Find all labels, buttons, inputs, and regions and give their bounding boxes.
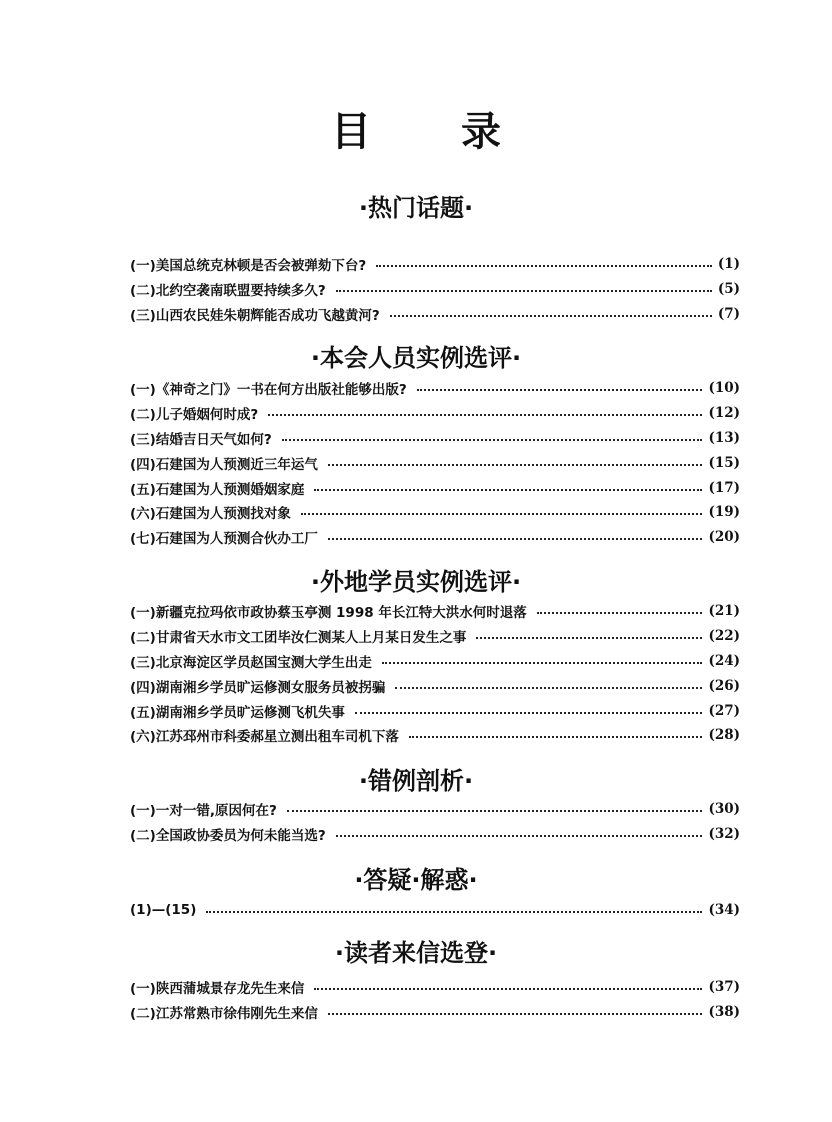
toc-entry[interactable]	[130, 723, 740, 748]
toc-group-member-cases	[130, 376, 740, 550]
leader-dots	[476, 637, 702, 639]
section-heading-hot-topics: ·热门话题·	[358, 194, 474, 222]
toc-entry-page: (19)	[708, 504, 740, 521]
toc-group-error-analysis	[130, 797, 740, 847]
toc-entry[interactable]	[130, 401, 740, 426]
toc-entry[interactable]	[130, 525, 740, 550]
leader-dots	[328, 464, 703, 466]
toc-entry-page: (24)	[708, 652, 740, 669]
toc-entry-page: (20)	[708, 529, 740, 546]
toc-entry-page: (28)	[708, 727, 740, 744]
toc-entry-page: (37)	[708, 979, 740, 996]
toc-entry-title: (五)石建国为人预测婚姻家庭	[130, 481, 305, 498]
toc-entry-page: (10)	[708, 380, 740, 397]
leader-dots	[376, 265, 712, 267]
leader-dots	[336, 290, 712, 292]
toc-entry[interactable]	[130, 475, 740, 500]
toc-entry-title: (四)湖南湘乡学员旷运修测女服务员被拐骗	[130, 679, 386, 696]
toc-entry-page: (15)	[708, 454, 740, 471]
toc-entry-title: (五)湖南湘乡学员旷运修测飞机失事	[130, 704, 345, 721]
toc-entry[interactable]	[130, 673, 740, 698]
toc-entry-title: (一)新疆克拉玛依市政协蔡玉亭测 1998 年长江特大洪水何时退落	[130, 605, 527, 622]
toc-entry-title: (二)儿子婚姻何时成?	[130, 407, 259, 424]
toc-entry-page: (7)	[717, 305, 740, 322]
toc-entry[interactable]	[130, 277, 740, 302]
toc-entry-title: (三)结婚吉日天气如何?	[130, 431, 272, 448]
toc-group-external-cases	[130, 599, 740, 748]
leader-dots	[328, 1013, 703, 1015]
leader-dots	[268, 414, 702, 416]
toc-entry-page: (17)	[708, 479, 740, 496]
leader-dots	[355, 712, 703, 714]
toc-entry[interactable]	[130, 649, 740, 674]
toc-entry-title: (四)石建国为人预测近三年运气	[130, 456, 318, 473]
toc-entry-title: (二)甘肃省天水市文工团毕汝仁测某人上月某日发生之事	[130, 630, 467, 647]
section-heading-error-analysis: ·错例剖析·	[358, 767, 474, 795]
toc-entry-page: (34)	[708, 902, 740, 919]
toc-entry-title: (一)《神奇之门》一书在何方出版社能够出版?	[130, 382, 407, 399]
leader-dots	[314, 489, 702, 491]
toc-group-reader-letters	[130, 975, 740, 1025]
toc-entry-title: (一)一对一错,原因何在?	[130, 803, 277, 820]
toc-entry-page: (27)	[708, 702, 740, 719]
leader-dots	[382, 662, 703, 664]
page-title	[0, 100, 832, 157]
leader-dots	[409, 736, 703, 738]
toc-entry-page: (26)	[708, 677, 740, 694]
toc-entry-title: (二)江苏常熟市徐伟刚先生来信	[130, 1006, 318, 1023]
toc-entry[interactable]	[130, 599, 740, 624]
toc-entry[interactable]	[130, 797, 740, 822]
leader-dots	[328, 538, 703, 540]
toc-entry[interactable]	[130, 822, 740, 847]
title-char-2: 录	[461, 109, 501, 155]
leader-dots	[395, 687, 702, 689]
leader-dots	[537, 612, 703, 614]
toc-entry-page: (32)	[708, 826, 740, 843]
toc-entry-page: (21)	[708, 603, 740, 620]
leader-dots	[314, 988, 702, 990]
toc-entry-title: (七)石建国为人预测合伙办工厂	[130, 531, 318, 548]
toc-entry-title: (一)陕西蒲城景存龙先生来信	[130, 981, 305, 998]
toc-entry[interactable]	[130, 1000, 740, 1025]
toc-entry[interactable]	[130, 252, 740, 277]
title-char-1: 目	[331, 109, 371, 155]
leader-dots	[301, 513, 703, 515]
toc-entry-title: (六)石建国为人预测找对象	[130, 506, 291, 523]
section-heading-reader-letters: ·读者来信选登·	[334, 939, 498, 967]
leader-dots	[390, 315, 712, 317]
leader-dots	[336, 835, 703, 837]
toc-entry-title: (六)江苏邳州市科委郝星立测出租车司机下落	[130, 729, 399, 746]
toc-entry[interactable]	[130, 624, 740, 649]
toc-entry-page: (13)	[708, 429, 740, 446]
toc-entry-title: (三)北京海淀区学员赵国宝测大学生出走	[130, 654, 372, 671]
toc-entry-title: (二)北约空袭南联盟要持续多久?	[130, 283, 326, 300]
toc-entry[interactable]	[130, 975, 740, 1000]
toc-entry-title: (1)—(15)	[130, 902, 197, 919]
toc-entry[interactable]	[130, 426, 740, 451]
toc-entry-page: (22)	[708, 628, 740, 645]
section-heading-external-cases: ·外地学员实例选评·	[310, 568, 522, 596]
toc-entry[interactable]	[130, 302, 740, 327]
toc-group-qa	[130, 898, 740, 923]
toc-entry-page: (1)	[717, 256, 740, 273]
leader-dots	[206, 911, 702, 913]
toc-entry-page: (38)	[708, 1004, 740, 1021]
section-heading-qa: ·答疑·解惑·	[354, 866, 478, 894]
leader-dots	[282, 439, 703, 441]
toc-entry-page: (30)	[708, 801, 740, 818]
toc-entry-title: (二)全国政协委员为何未能当选?	[130, 828, 326, 845]
toc-entry[interactable]	[130, 376, 740, 401]
leader-dots	[287, 810, 703, 812]
leader-dots	[417, 389, 703, 391]
toc-entry-page: (5)	[717, 281, 740, 298]
section-heading-member-cases: ·本会人员实例选评·	[310, 344, 522, 372]
toc-entry-page: (12)	[708, 405, 740, 422]
toc-group-hot-topics	[130, 252, 740, 326]
toc-entry[interactable]	[130, 450, 740, 475]
toc-entry[interactable]	[130, 898, 740, 923]
toc-entry-title: (一)美国总统克林顿是否会被弹劾下台?	[130, 258, 367, 275]
toc-entry[interactable]	[130, 500, 740, 525]
toc-entry-title: (三)山西农民娃朱朝辉能否成功飞越黄河?	[130, 307, 380, 324]
toc-entry[interactable]	[130, 698, 740, 723]
